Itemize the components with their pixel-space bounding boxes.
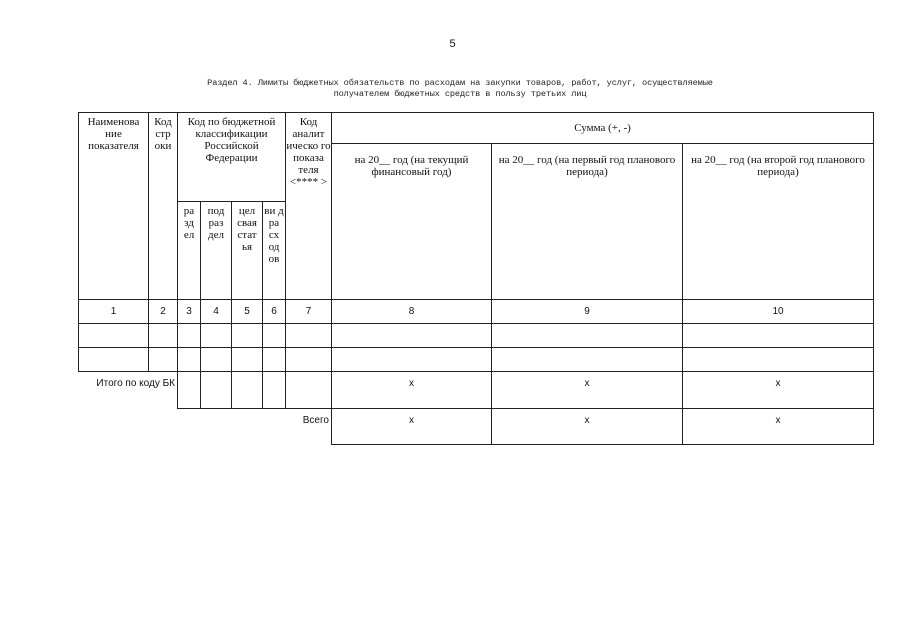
empty-cell — [286, 372, 332, 409]
empty-cell — [492, 324, 683, 348]
empty-cell — [332, 324, 492, 348]
empty-cell — [332, 348, 492, 372]
empty-cell — [263, 372, 286, 409]
empty-cell — [286, 324, 332, 348]
header-year-current: на 20__ год (на текущий финансовый год) — [332, 144, 492, 300]
limits-table — [78, 112, 874, 445]
empty-cell — [79, 348, 149, 372]
empty-cell — [79, 324, 149, 348]
empty-cell — [201, 324, 232, 348]
section-heading — [120, 78, 800, 100]
empty-cell — [683, 324, 874, 348]
header-line-code: Код стр оки — [149, 113, 178, 300]
total-all-label: Всего — [302, 415, 329, 426]
empty-cell — [683, 348, 874, 372]
header-year-second: на 20__ год (на второй год планового периода) — [683, 144, 874, 300]
section-heading-line-2: получателем бюджетных средств в пользу третьих лиц — [333, 89, 587, 99]
total-all-x-10: x — [683, 409, 874, 445]
empty-cell — [201, 372, 232, 409]
col-number-8: 8 — [332, 300, 492, 324]
col-number-10: 10 — [683, 300, 874, 324]
col-number-7: 7 — [286, 300, 332, 324]
empty-cell — [232, 348, 263, 372]
empty-cell — [263, 348, 286, 372]
empty-cell — [149, 324, 178, 348]
total-bk-label: Итого по коду БК — [96, 378, 175, 389]
col-number-4: 4 — [201, 300, 232, 324]
total-all-row — [79, 409, 874, 445]
empty-cell — [232, 372, 263, 409]
col-number-5: 5 — [232, 300, 263, 324]
empty-cell — [178, 324, 201, 348]
header-analytic-code: Код аналит ическо го показа теля <**** > — [286, 113, 332, 300]
header-target-article: цел свая стат ья — [232, 202, 263, 300]
col-number-2: 2 — [149, 300, 178, 324]
header-year-first: на 20__ год (на первый год планового периода) — [492, 144, 683, 300]
total-bk-row — [79, 372, 874, 409]
table-row — [79, 324, 874, 348]
page-number: 5 — [449, 38, 456, 50]
empty-cell — [232, 324, 263, 348]
empty-cell — [178, 348, 201, 372]
total-bk-x-9: x — [492, 372, 683, 409]
total-bk-x-8: x — [332, 372, 492, 409]
header-name: Наименова ние показателя — [79, 113, 149, 300]
total-all-x-9: x — [492, 409, 683, 445]
col-number-1: 1 — [79, 300, 149, 324]
empty-cell — [263, 324, 286, 348]
total-bk-x-10: x — [683, 372, 874, 409]
header-subsection: под раз дел — [201, 202, 232, 300]
col-number-9: 9 — [492, 300, 683, 324]
col-number-6: 6 — [263, 300, 286, 324]
header-sum: Сумма (+, -) — [332, 113, 874, 144]
total-all-x-8: x — [332, 409, 492, 445]
empty-cell — [201, 348, 232, 372]
header-bk-code: Код по бюджетной классификации Российской Федерации — [178, 113, 286, 202]
col-number-3: 3 — [178, 300, 201, 324]
table-row — [79, 348, 874, 372]
header-section: ра зд ел — [178, 202, 201, 300]
empty-cell — [492, 348, 683, 372]
empty-cell — [149, 348, 178, 372]
header-expense-type: ви д ра сх од ов — [263, 202, 286, 300]
empty-cell — [178, 372, 201, 409]
section-heading-line-1: Раздел 4. Лимиты бюджетных обязательств по расходам на закупки товаров, работ, услуг, осуществляемые — [207, 78, 713, 88]
empty-cell — [286, 348, 332, 372]
